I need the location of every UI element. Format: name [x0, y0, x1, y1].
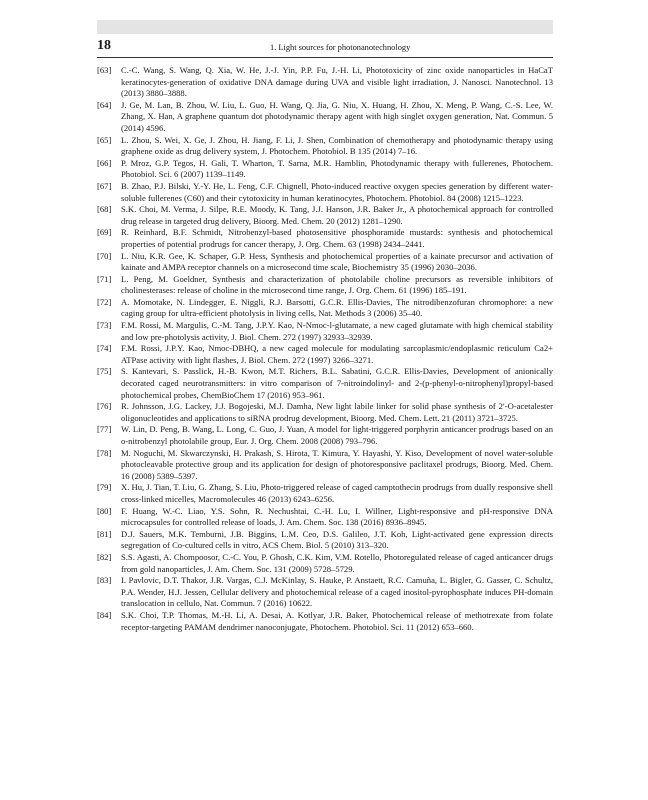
reference-number: [80] [97, 505, 112, 516]
reference-text: S.K. Choi, M. Verma, J. Silpe, R.E. Moody, K. Tang, J.J. Hanson, J.R. Baker Jr., A photochemical approach for controlled drug release in targeted drug delivery, Bioorg. Med. Chem. 20 (2012) 1281–1290. [121, 204, 553, 226]
header-rule [97, 57, 553, 58]
reference-text: F. Huang, W.-C. Liao, Y.S. Sohn, R. Nechushtai, C.-H. Lu, I. Willner, Light-responsive and pH-responsive DNA microcapsules for controlled release of loads, J. Am. Chem. Soc. 138 (2016) 8936–8945. [121, 505, 553, 528]
reference-item [97, 181, 553, 204]
header-bar [97, 20, 553, 34]
reference-text: W. Lin, D. Peng, B. Wang, L. Long, C. Guo, J. Yuan, A model for light-triggered porphyrin anticancer prodrugs based on an o-nitrobenzyl photolabile group, Eur. J. Org. Chem. 2008 (2008) 793–796. [121, 424, 553, 446]
reference-text: P. Mroz, G.P. Tegos, H. Gali, T. Wharton, T. Sarna, M.R. Hamblin, Photodynamic therapy with fullerenes, Photochem. Photobiol. Sci. 6 (2007) 1139–1149. [121, 157, 553, 180]
reference-number: [82] [97, 551, 112, 562]
reference-item [97, 575, 553, 610]
reference-number: [75] [97, 366, 112, 377]
reference-item [97, 65, 553, 100]
reference-number: [83] [97, 575, 112, 586]
reference-text: J. Ge, M. Lan, B. Zhou, W. Liu, L. Guo, H. Wang, Q. Jia, G. Niu, X. Huang, H. Zhou, X. Meng, P. Wang, C.-S. Lee, W. Zhang, X. Han, A graphene quantum dot photodynamic therapy agent with high singlet oxygen generation, Nat. Commun. 5 (2014) 4596. [121, 99, 553, 133]
reference-text: D.J. Sauers, M.K. Temburni, J.B. Biggins, L.M. Ceo, D.S. Galileo, J.T. Koh, Light-activated gene expression directs segregation of Co-cultured cells in vitro, ACS Chem. Biol. 5 (2010) 313–320. [121, 528, 553, 551]
reference-item [97, 424, 553, 447]
reference-item [97, 610, 553, 633]
reference-number: [78] [97, 447, 112, 458]
reference-list [97, 65, 553, 633]
reference-number: [65] [97, 134, 112, 145]
reference-number: [70] [97, 250, 112, 261]
reference-item [97, 297, 553, 320]
reference-number: [74] [97, 343, 112, 354]
reference-item [97, 100, 553, 135]
reference-text: R. Johnsson, J.G. Lackey, J.J. Bogojeski, M.J. Damha, New light labile linker for solid phase synthesis of 2′-O-acetalester oligonucleotides and applications to siRNA prodrug development, Bioorg. Med. Chem. Lett. 21 (2011) 3721–3725. [121, 401, 553, 423]
reference-text: L. Niu, K.R. Gee, K. Schaper, G.P. Hess, Synthesis and photochemical properties of a kainate precursor and activation of kainate and AMPA receptor channels on a microsecond time scale, Biochemistry 35 (1996) 2030–2036. [121, 250, 553, 273]
reference-number: [64] [97, 99, 112, 110]
reference-text: L. Peng, M. Goeldner, Synthesis and characterization of photolabile choline precursors as reversible inhibitors of cholinesterases: release of choline in the microsecond time range, J. Org. Chem. 61 (1996) 185–191. [121, 273, 553, 296]
reference-number: [76] [97, 401, 112, 412]
reference-text: S.K. Choi, T.P. Thomas, M.-H. Li, A. Desai, A. Kotlyar, J.R. Baker, Photochemical release of methotrexate from folate receptor-targeting PAMAM dendrimer nanoconjugate, Photochem. Photobiol. Sci. 11 (2012) 653–660. [121, 609, 553, 632]
reference-item [97, 251, 553, 274]
reference-item [97, 506, 553, 529]
reference-number: [63] [97, 65, 112, 75]
reference-number: [71] [97, 273, 112, 284]
reference-text: L. Zhou, S. Wei, X. Ge, J. Zhou, H. Jiang, F. Li, J. Shen, Combination of chemotherapy and photodynamic therapy using graphene oxide as drug delivery system, J. Photochem. Photobiol. B 135 (2014) 7–16. [121, 134, 553, 157]
reference-item [97, 274, 553, 297]
reference-text: B. Zhao, P.J. Bilski, Y.-Y. He, L. Feng, C.F. Chignell, Photo-induced reactive oxygen species generation by different water-soluble fullerenes (C60) and their cytotoxicity in human keratinocytes, Photochem. Photobiol. 84 (2008) 1215–1223. [121, 180, 553, 203]
reference-text: C.-C. Wang, S. Wang, Q. Xia, W. He, J.-J. Yin, P.P. Fu, J.-H. Li, Phototoxicity of zinc oxide nanoparticles in HaCaT keratinocytes-generation of oxidative DNA damage during UVA and visible light irradiation, J. Nanosci. Nanotechnol. 13 (2013) 3880–3888. [121, 65, 553, 99]
reference-number: [66] [97, 157, 112, 168]
reference-item [97, 448, 553, 483]
running-title: 1. Light sources for photonanotechnology [270, 43, 411, 52]
reference-item [97, 366, 553, 401]
reference-number: [68] [97, 204, 112, 215]
reference-number: [77] [97, 424, 112, 435]
reference-number: [73] [97, 320, 112, 331]
reference-item [97, 227, 553, 250]
reference-item [97, 320, 553, 343]
reference-number: [67] [97, 180, 112, 191]
reference-number: [79] [97, 482, 112, 493]
reference-number: [72] [97, 296, 112, 307]
reference-text: M. Noguchi, M. Skwarczynski, H. Prakash, S. Hirota, T. Kimura, Y. Hayashi, Y. Kiso, Development of novel water-soluble photocleavable protective group and its application for design of photoresponsive paclitaxel prodrugs, Bioorg. Med. Chem. 16 (2008) 5389–5397. [121, 447, 553, 481]
reference-text: F.M. Rossi, J.P.Y. Kao, Nmoc-DBHQ, a new caged molecule for modulating sarcoplasmic/endoplasmic reticulum Ca2+ ATPase activity with light flashes, J. Biol. Chem. 272 (1997) 3266–3271. [121, 343, 553, 365]
reference-item [97, 529, 553, 552]
reference-text: A. Momotake, N. Lindegger, E. Niggli, R.J. Barsotti, G.C.R. Ellis-Davies, The nitrodibenzofuran chromophore: a new caging group for ultra-efficient photolysis in living cells, Nat. Methods 3 (2006) 35–40. [121, 296, 553, 319]
reference-item [97, 482, 553, 505]
reference-item [97, 401, 553, 424]
reference-text: S. Kantevari, S. Passlick, H.-B. Kwon, M.T. Richers, B.L. Sabatini, G.C.R. Ellis-Davies, Development of anionically decorated caged neurotransmitters: in vitro comparison of 7-nitroindolinyl- and 2-(p-phenyl-o-nitrophenyl)propyl-based photochemical probes, ChemBioChem 17 (2016) 953–961. [121, 366, 553, 400]
reference-text: R. Reinhard, B.F. Schmidt, Nitrobenzyl-based photosensitive phosphoramide mustards: synthesis and photochemical properties of potential prodrugs for cancer therapy, J. Org. Chem. 63 (1998) 2434–2441. [121, 227, 553, 249]
reference-number: [69] [97, 227, 112, 238]
reference-item [97, 158, 553, 181]
page-number: 18 [97, 38, 111, 53]
reference-text: S.S. Agasti, A. Chompoosor, C.-C. You, P. Ghosh, C.K. Kim, V.M. Rotello, Photoregulated release of caged anticancer drugs from gold nanoparticles, J. Am. Chem. Soc. 131 (2009) 5728–5729. [121, 551, 553, 574]
reference-number: [84] [97, 609, 112, 620]
reference-item [97, 204, 553, 227]
reference-text: X. Hu, J. Tian, T. Liu, G. Zhang, S. Liu, Photo-triggered release of caged camptothecin prodrugs from dually responsive shell cross-linked micelles, Macromolecules 46 (2013) 6243–6256. [121, 482, 553, 504]
reference-text: I. Pavlovic, D.T. Thakor, J.R. Vargas, C.J. McKinlay, S. Hauke, P. Anstaett, R.C. Camuña, L. Bigler, G. Gasser, C. Schultz, P.A. Wender, H.J. Jessen, Cellular delivery and photochemical release of a caged inositol-pyrophosphate induces PH-domain translocation in cellulo, Nat. Commun. 7 (2016) 10622. [121, 575, 553, 609]
reference-item [97, 343, 553, 366]
reference-item [97, 552, 553, 575]
reference-text: F.M. Rossi, M. Margulis, C.-M. Tang, J.P.Y. Kao, N-Nmoc-l-glutamate, a new caged glutamate with high chemical stability and low pre-photolysis activity, J. Biol. Chem. 272 (1997) 32933–32939. [121, 320, 553, 342]
reference-number: [81] [97, 528, 112, 539]
reference-item [97, 135, 553, 158]
